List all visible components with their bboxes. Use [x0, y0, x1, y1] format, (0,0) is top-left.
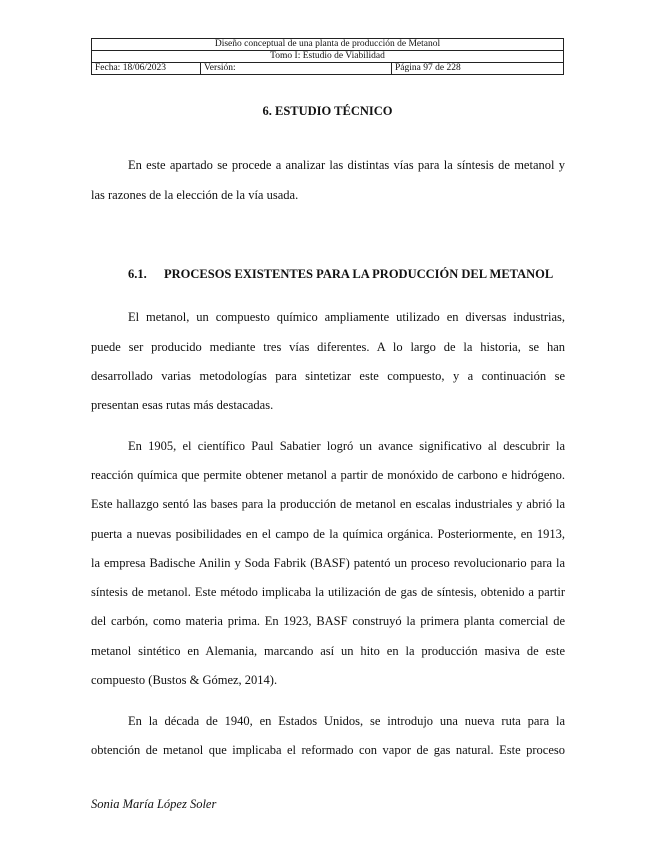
paragraph-2-line-9: compuesto (Bustos & Gómez, 2014). — [91, 673, 278, 687]
header-volume: Tomo I: Estudio de Viabilidad — [92, 51, 564, 63]
section-heading: 6. ESTUDIO TÉCNICO — [262, 104, 393, 118]
footer-author: Sonia María López Soler — [91, 797, 217, 811]
paragraph-3-line-1: En la década de 1940, en Estados Unidos, se introdujo una nueva ruta para la — [128, 714, 565, 728]
paragraph-2-line-3: Este hallazgo sentó las bases para la producción de metanol en escalas industriales y abrió la — [91, 497, 565, 511]
intro-line-2: las razones de la elección de la vía usada. — [91, 188, 299, 202]
paragraph-2-line-8: metanol sintético en Alemania, marcando así un hito en la producción masiva de este — [91, 644, 565, 658]
paragraph-2-line-7: del carbón, como materia prima. En 1923, BASF construyó la primera planta comercial de — [91, 614, 565, 628]
paragraph-2-line-1: En 1905, el científico Paul Sabatier logró un avance significativo al descubrir la — [128, 439, 565, 453]
intro-line-1: En este apartado se procede a analizar las distintas vías para la síntesis de metanol y — [128, 158, 565, 172]
paragraph-1-line-2: puede ser producido mediante tres vías diferentes. A lo largo de la historia, se han — [91, 340, 565, 354]
paragraph-1-line-4: presentan esas rutas más destacadas. — [91, 398, 274, 412]
paragraph-2-line-2: reacción química que permite obtener metanol a partir de monóxido de carbono e hidrógeno. — [91, 468, 565, 482]
header-title: Diseño conceptual de una planta de producción de Metanol — [92, 39, 564, 51]
header-date: Fecha: 18/06/2023 — [92, 63, 201, 75]
paragraph-2-line-6: síntesis de metanol. Este método implicaba la utilización de gas de síntesis, obtenido a partir — [91, 585, 565, 599]
paragraph-1-line-1: El metanol, un compuesto químico ampliamente utilizado en diversas industrias, — [128, 310, 565, 324]
subsection-title: PROCESOS EXISTENTES PARA LA PRODUCCIÓN DEL METANOL — [164, 267, 554, 281]
subsection-heading — [128, 267, 568, 282]
paragraph-1-line-3: desarrollado varias metodologías para sintetizar este compuesto, y a continuación se — [91, 369, 565, 383]
header-version: Versión: — [201, 63, 392, 75]
subsection-number: 6.1. — [128, 267, 147, 281]
paragraph-2-line-4: puerta a nuevas posibilidades en el campo de la química orgánica. Posteriormente, en 1913, — [91, 527, 565, 541]
document-header-table — [91, 38, 564, 75]
paragraph-3-line-2: obtención de metanol que implicaba el reformado con vapor de gas natural. Este proceso — [91, 743, 565, 757]
paragraph-2-line-5: la empresa Badische Anilin y Soda Fabrik (BASF) patentó un proceso revolucionario para la — [91, 556, 565, 570]
header-page-number: Página 97 de 228 — [392, 63, 564, 75]
